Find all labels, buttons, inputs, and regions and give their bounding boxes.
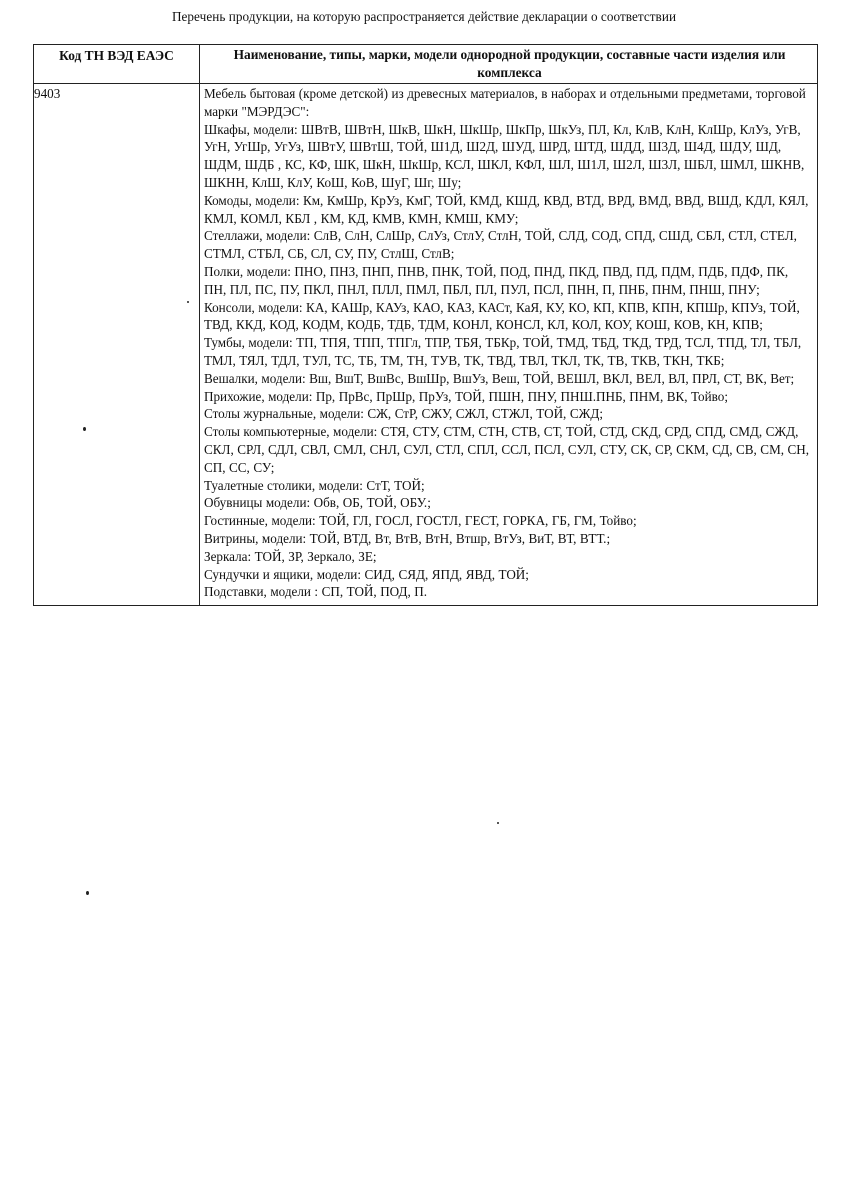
scan-speck [86, 891, 89, 895]
list-item-stands: Подставки, модели : СП, ТОЙ, ПОД, П. [204, 584, 428, 600]
table-row [34, 84, 818, 606]
header-code: Код ТН ВЭД ЕАЭС [34, 45, 200, 84]
page-title: Перечень продукции, на которую распространяется действие декларации о соответствии [171, 9, 677, 24]
list-item-shelving: Стеллажи, модели: СлВ, СлН, СлШр, СлУз, СтлУ, СтлН, ТОЙ, СЛД, СОД, СПД, СШД, СБЛ, СТЛ, СТЕЛ, СТМЛ, СТБЛ, СБ, СЛ, СУ, ПУ, СтлШ, СтлВ; [204, 228, 797, 262]
list-item-dressing-tables: Туалетные столики, модели: СтТ, ТОЙ; [204, 477, 425, 493]
list-item-computer-desks: Столы компьютерные, модели: СТЯ, СТУ, СТМ, СТН, СТВ, СТ, ТОЙ, СТД, СКД, СРД, СПД, СМД, СЖД, СКЛ, СРЛ, СДЛ, СВЛ, СМЛ, СНЛ, СУЛ, СТЛ, СПЛ, ССЛ, ПСЛ, СУЛ, СТУ, СК, СР, СКМ, СД, СВ, СМ, СН, СП, СС, СУ; [204, 424, 810, 475]
scan-speck [83, 427, 86, 431]
cell-code: 9403 [34, 84, 200, 606]
list-item-mirrors: Зеркала: ТОЙ, ЗР, Зеркало, ЗЕ; [204, 548, 377, 564]
cell-description [200, 84, 818, 606]
list-item-showcases: Витрины, модели: ТОЙ, ВТД, Вт, ВтВ, ВтН, Втшр, ВтУз, ВиТ, ВТ, ВТТ.; [204, 530, 611, 546]
list-item-nightstands: Тумбы, модели: ТП, ТПЯ, ТПП, ТПГл, ТПР, ТБЯ, ТБКр, ТОЙ, ТМД, ТБД, ТКД, ТРД, ТСЛ, ТПД, ТЛ, ТБЛ, ТМЛ, ТЯЛ, ТДЛ, ТУЛ, ТС, ТБ, ТМ, ТН, ТУВ, ТК, ТВД, ТВЛ, ТКЛ, ТК, ТВ, ТКВ, ТКН, ТКБ; [204, 335, 802, 368]
list-item-shoe-racks: Обувницы модели: Обв, ОБ, ТОЙ, ОБУ.; [204, 495, 431, 511]
list-item-shelves: Полки, модели: ПНО, ПНЗ, ПНП, ПНВ, ПНК, ТОЙ, ПОД, ПНД, ПКД, ПВД, ПД, ПДМ, ПДБ, ПДФ, ПК, ПН, ПЛ, ПС, ПУ, ПКЛ, ПНЛ, ПЛЛ, ПМЛ, ПБЛ, ПЛ, ПУЛ, ПСЛ, ПНН, П, ПНБ, ПНМ, ПНШ, ПНУ; [204, 263, 789, 297]
table-header-row [34, 45, 818, 84]
list-item-dressers: Комоды, модели: Км, КмШр, КрУз, КмГ, ТОЙ, КМД, КШД, КВД, ВТД, ВРД, ВМД, ВВД, ВШД, КДЛ, КЯЛ, КМЛ, КОМЛ, КБЛ , КМ, КД, КМВ, КМН, КМШ, КМУ; [204, 192, 809, 226]
declaration-products-table [33, 44, 818, 606]
list-item-consoles: Консоли, модели: КА, КАШр, КАУз, КАО, КАЗ, КАСт, КаЯ, КУ, КО, КП, КПВ, КПН, КПШр, КПУз, ТОЙ, ТВД, ККД, КОД, КОДМ, КОДБ, ТДБ, ТДМ, КОНЛ, КОНСЛ, КЛ, КОЛ, КОУ, КОШ, КОВ, КН, КПВ; [204, 299, 800, 333]
list-item-coffee-tables: Столы журнальные, модели: СЖ, СтР, СЖУ, СЖЛ, СТЖЛ, ТОЙ, СЖД; [204, 406, 603, 422]
list-item-cabinets: Шкафы, модели: ШВтВ, ШВтН, ШкВ, ШкН, ШкШр, ШкПр, ШкУз, ПЛ, Кл, КлВ, КлН, КлШр, КлУз, УгВ, УгН, УгШр, УгУз, ШВтУ, ШВтШ, ТОЙ, Ш1Д, Ш2Д, ШУД, ШРД, ШТД, ШДД, Ш3Д, Ш4Д, ШДУ, ШД, ШДМ, ШДБ , КС, КФ, ШК, ШкН, ШкШр, КСЛ, ШКЛ, КФЛ, ШЛ, Ш1Л, Ш2Л, Ш3Л, ШБЛ, ШМЛ, ШКНВ, ШКНН, КлШ, КлУ, КоШ, КоВ, ШуГ, Шг, Шу; [204, 121, 805, 190]
description-intro: Мебель бытовая (кроме детской) из древесных материалов, в наборах и отдельными предметами, торговой марки "МЭРДЭС": [204, 86, 806, 119]
list-item-hallways: Прихожие, модели: Пр, ПрВс, ПрШр, ПрУз, ТОЙ, ПШН, ПНУ, ПНШ.ПНБ, ПНМ, ВК, Тойво; [204, 388, 728, 404]
list-item-chests-boxes: Сундучки и ящики, модели: СИД, СЯД, ЯПД, ЯВД, ТОЙ; [204, 566, 529, 582]
scan-speck [187, 301, 189, 303]
list-item-living-rooms: Гостинные, модели: ТОЙ, ГЛ, ГОСЛ, ГОСТЛ, ГЕСТ, ГОРКА, ГБ, ГМ, Тойво; [204, 513, 637, 529]
header-name: Наименование, типы, марки, модели однородной продукции, составные части изделия или комплекса [200, 45, 818, 84]
list-item-hangers: Вешалки, модели: Вш, ВшТ, ВшВс, ВшШр, ВшУз, Веш, ТОЙ, ВЕШЛ, ВКЛ, ВЕЛ, ВЛ, ПРЛ, СТ, ВК, Вет; [204, 370, 795, 386]
scan-speck [497, 822, 499, 824]
